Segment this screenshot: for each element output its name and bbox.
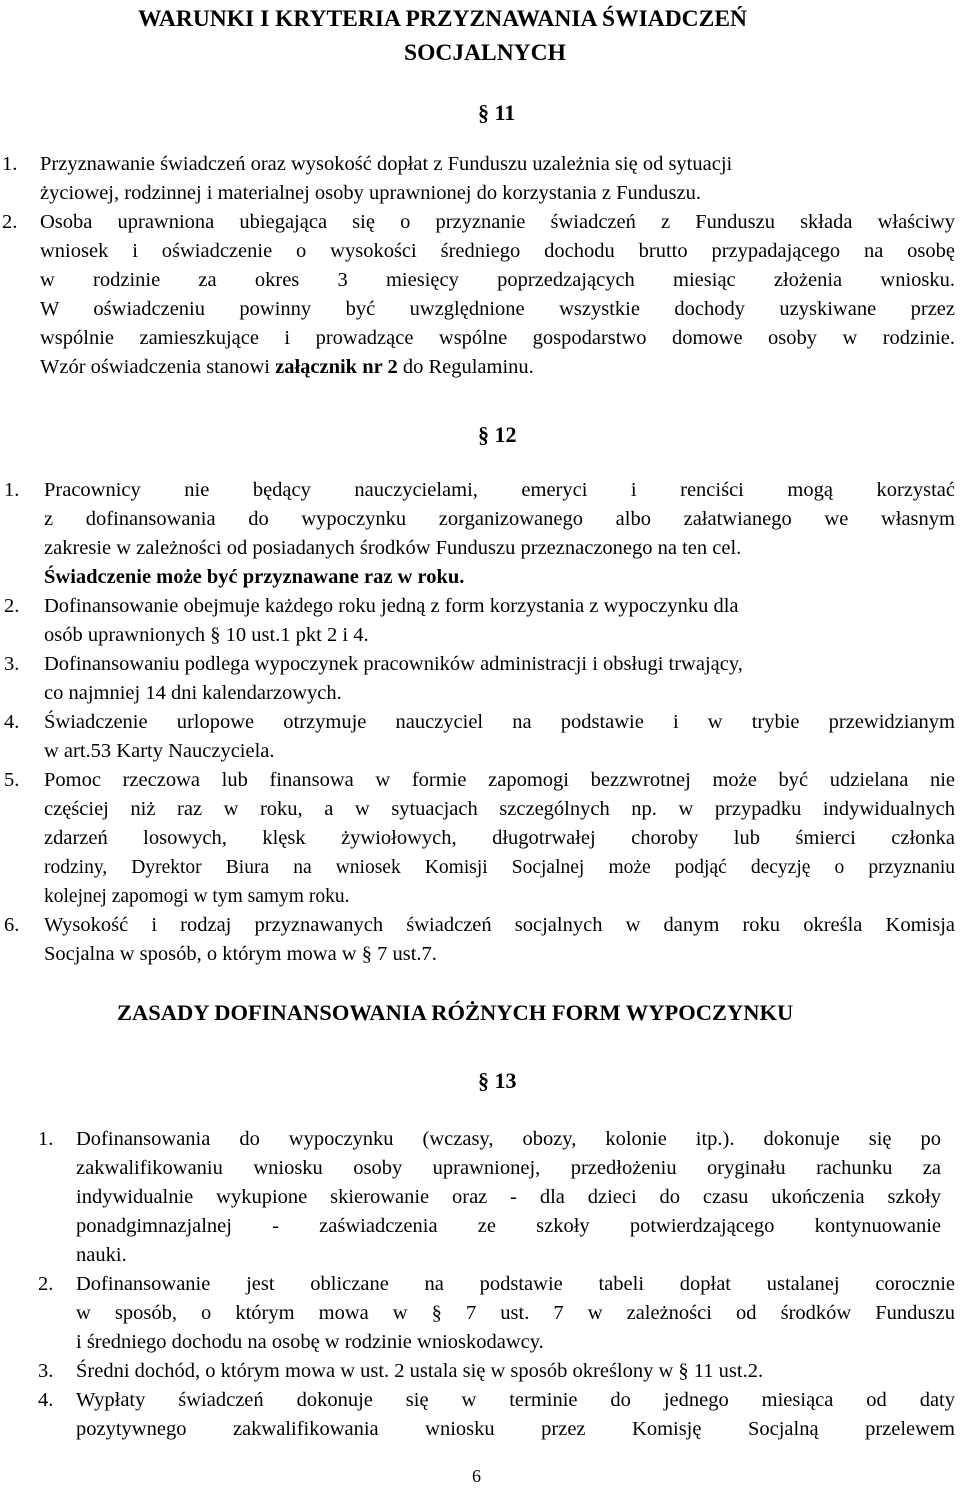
s13-item2-line1: Dofinansowanie jest obliczane na podstawie tabeli dopłat ustalanej corocznie [76, 1273, 955, 1295]
s13-item3-number: 3. [38, 1360, 54, 1382]
s12-item2-line2: osób uprawnionych § 10 ust.1 pkt 2 i 4. [44, 624, 369, 646]
s11-item2-number: 2. [2, 211, 18, 233]
s11-item2-line6: Wzór oświadczenia stanowi załącznik nr 2 do Regulaminu. [40, 356, 534, 378]
s12-item3-line2: co najmniej 14 dni kalendarzowych. [44, 682, 342, 704]
s11-item1-line2: życiowej, rodzinnej i materialnej osoby uprawnionej do korzystania z Funduszu. [40, 182, 701, 204]
s11-item2-line5: wspólnie zamieszkujące i prowadzące wspólne gospodarstwo domowe osoby w rodzinie. [40, 327, 955, 349]
s12-item5-line5: kolejnej zapomogi w tym samym roku. [44, 886, 350, 907]
s12-item6-number: 6. [4, 914, 20, 936]
s13-item1-line5: nauki. [76, 1244, 127, 1266]
section-13-label: § 13 [478, 1068, 517, 1093]
s13-item2-number: 2. [38, 1273, 54, 1295]
s13-item1-line4: ponadgimnazjalnej - zaświadczenia ze szkoły potwierdzającego kontynuowanie [76, 1215, 941, 1237]
s11-item2-line4: W oświadczeniu powinny być uwzględnione wszystkie dochody uzyskiwane przez [40, 298, 955, 320]
page-number: 6 [472, 1466, 481, 1486]
s12-item1-line3: zakresie w zależności od posiadanych środków Funduszu przeznaczonego na ten cel. [44, 537, 742, 559]
s13-item4-line1: Wypłaty świadczeń dokonuje się w terminie do jednego miesiąca od daty [76, 1389, 955, 1411]
s12-item1-line1: Pracownicy nie będący nauczycielami, emeryci i renciści mogą korzystać [44, 479, 955, 501]
s13-item2-line3: i średniego dochodu na osobę w rodzinie wnioskodawcy. [76, 1331, 544, 1353]
s13-item1-number: 1. [38, 1128, 54, 1150]
section-11-label: § 11 [478, 100, 516, 125]
s12-item6-line1: Wysokość i rodzaj przyznawanych świadczeń socjalnych w danym roku określa Komisja [44, 914, 955, 936]
s13-item1-line3: indywidualnie wykupione skierowanie oraz - dla dzieci do czasu ukończenia szkoły [76, 1186, 941, 1208]
s12-item5-line3: zdarzeń losowych, klęsk żywiołowych, długotrwałej choroby lub śmierci członka [44, 827, 955, 849]
s11-item2-line3: w rodzinie za okres 3 miesięcy poprzedzających miesiąc złożenia wniosku. [40, 269, 955, 291]
s13-item4-number: 4. [38, 1389, 54, 1411]
s12-item6-line2: Socjalna w sposób, o którym mowa w § 7 ust.7. [44, 943, 437, 965]
s12-item5-line4: rodziny, Dyrektor Biura na wniosek Komisji Socjalnej może podjąć decyzję o przyznaniu [44, 857, 955, 878]
s12-item3-line1: Dofinansowaniu podlega wypoczynek pracowników administracji i obsługi trwający, [44, 653, 743, 675]
s12-item4-line2: w art.53 Karty Nauczyciela. [44, 740, 275, 762]
s12-item5-line2: częściej niż raz w roku, a w sytuacjach szczególnych np. w przypadku indywidualnych [44, 798, 955, 820]
s12-item4-line1: Świadczenie urlopowe otrzymuje nauczyciel na podstawie i w trybie przewidzianym [44, 711, 955, 733]
s12-item2-number: 2. [4, 595, 20, 617]
s12-item1-line4: Świadczenie może być przyznawane raz w roku. [44, 566, 465, 588]
s12-item2-line1: Dofinansowanie obejmuje każdego roku jedną z form korzystania z wypoczynku dla [44, 595, 739, 617]
document-title: WARUNKI I KRYTERIA PRZYZNAWANIA ŚWIADCZEŃ [138, 6, 747, 32]
s12-item1-number: 1. [4, 479, 20, 501]
section-heading-rest-forms: ZASADY DOFINANSOWANIA RÓŻNYCH FORM WYPOCZYNKU [117, 1000, 794, 1025]
s13-item1-line1: Dofinansowania do wypoczynku (wczasy, obozy, kolonie itp.). dokonuje się po [76, 1128, 941, 1150]
s12-item5-number: 5. [4, 769, 20, 791]
s11-item2-line2: wniosek i oświadczenie o wysokości średniego dochodu brutto przypadającego na osobę [40, 240, 955, 262]
attachment-reference: załącznik nr 2 [275, 356, 398, 378]
s12-item3-number: 3. [4, 653, 20, 675]
s11-item1-number: 1. [2, 153, 18, 175]
s12-item5-line1: Pomoc rzeczowa lub finansowa w formie zapomogi bezzwrotnej może być udzielana nie [44, 769, 955, 791]
s11-item2-line1: Osoba uprawniona ubiegająca się o przyznanie świadczeń z Funduszu składa właściwy [40, 211, 955, 233]
document-title-line2: SOCJALNYCH [404, 40, 566, 66]
s13-item4-line2: pozytywnego zakwalifikowania wniosku przez Komisję Socjalną przelewem [76, 1418, 955, 1440]
s13-item2-line2: w sposób, o którym mowa w § 7 ust. 7 w zależności od środków Funduszu [76, 1302, 955, 1324]
s13-item1-line2: zakwalifikowaniu wniosku osoby uprawnionej, przedłożeniu oryginału rachunku za [76, 1157, 941, 1179]
s13-item3-line1: Średni dochód, o którym mowa w ust. 2 ustala się w sposób określony w § 11 ust.2. [76, 1360, 764, 1382]
s12-item4-number: 4. [4, 711, 20, 733]
section-12-label: § 12 [478, 422, 517, 447]
s12-item1-line2: z dofinansowania do wypoczynku zorganizowanego albo załatwianego we własnym [44, 508, 955, 530]
s11-item1-line1: Przyznawanie świadczeń oraz wysokość dopłat z Funduszu uzależnia się od sytuacji [40, 153, 733, 175]
